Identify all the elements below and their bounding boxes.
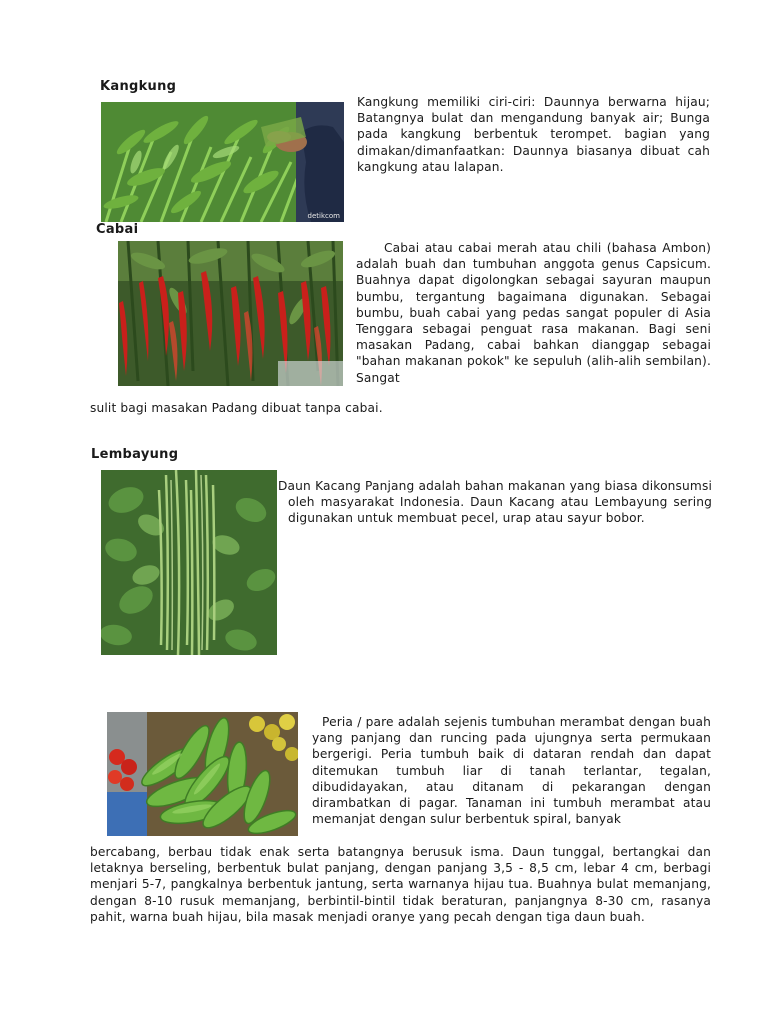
cabai-text-continued: sulit bagi masakan Padang dibuat tanpa cabai. bbox=[90, 401, 383, 415]
peria-description-continued bbox=[90, 844, 711, 925]
kangkung-text: Kangkung memiliki ciri-ciri: Daunnya berwarna hijau; Batangnya bulat dan mengandung banyak air; Bunga pada kangkung berbentuk terompet. bagian yang dimakan/dimanfaatkan: Daunnya biasanya dibuat cah kangkung atau lalapan. bbox=[357, 95, 710, 174]
lembayung-heading: Lembayung bbox=[91, 447, 179, 462]
peria-text-continued: bercabang, berbau tidak enak serta batangnya berusuk isma. Daun tunggal, bertangkai dan letaknya berseling, berbentuk bulat panjang, dengan panjang 3,5 - 8,5 cm, lebar 4 cm, berbagi menjari 5-7, pangkalnya berbentuk jantung, serta warnanya hijau tua. Buahnya bulat memanjang, dengan 8-10 rusuk memanjang, berbintil-bintil tidak beraturan, panjangnya 8-30 cm, rasanya pahit, warna buah hijau, bila masak menjadi oranye yang pecah dengan tiga daun buah. bbox=[90, 845, 711, 924]
kangkung-photo bbox=[101, 102, 344, 222]
peria-photo bbox=[107, 712, 298, 836]
cabai-text: Cabai atau cabai merah atau chili (bahasa Ambon) adalah buah dan tumbuhan anggota genus Capsicum. Buahnya dapat digolongkan sebagai sayuran maupun bumbu, tergantung bagaimana digunakan. Sebagai bumbu, buah cabai yang pedas sangat populer di Asia Tenggara sebagai penguat rasa makanan. Bagi seni masakan Padang, cabai bahkan dianggap sebagai "bahan makanan pokok" ke sepuluh (alih-alih sembilan). Sangat bbox=[356, 241, 711, 385]
peria-description bbox=[312, 714, 711, 827]
cabai-description-continued bbox=[90, 400, 450, 416]
kangkung-heading: Kangkung bbox=[100, 79, 177, 94]
kangkung-description bbox=[357, 94, 710, 175]
cabai-photo bbox=[118, 241, 343, 386]
peria-text: Peria / pare adalah sejenis tumbuhan merambat dengan buah yang panjang dan runcing pada ujungnya serta permukaan bergerigi. Peria tumbuh baik di dataran rendah dan dapat ditemukan tumbuh liar di tanah terlantar, tegalan, dibudidayakan, atau ditanam di pekarangan dengan dirambatkan di pagar. Tanaman ini tumbuh merambat atau memanjat dengan sulur berbentuk spiral, banyak bbox=[312, 715, 711, 827]
lembayung-photo bbox=[101, 470, 277, 655]
lembayung-text: Daun Kacang Panjang adalah bahan makanan yang biasa dikonsumsi oleh masyarakat Indonesia. Daun Kacang atau Lembayung sering digunakan untuk membuat pecel, urap atau sayur bobor. bbox=[278, 479, 712, 526]
cabai-heading: Cabai bbox=[96, 222, 139, 237]
photo-credit: detikcom bbox=[307, 212, 340, 220]
cabai-description bbox=[356, 240, 711, 386]
lembayung-description bbox=[278, 478, 712, 527]
